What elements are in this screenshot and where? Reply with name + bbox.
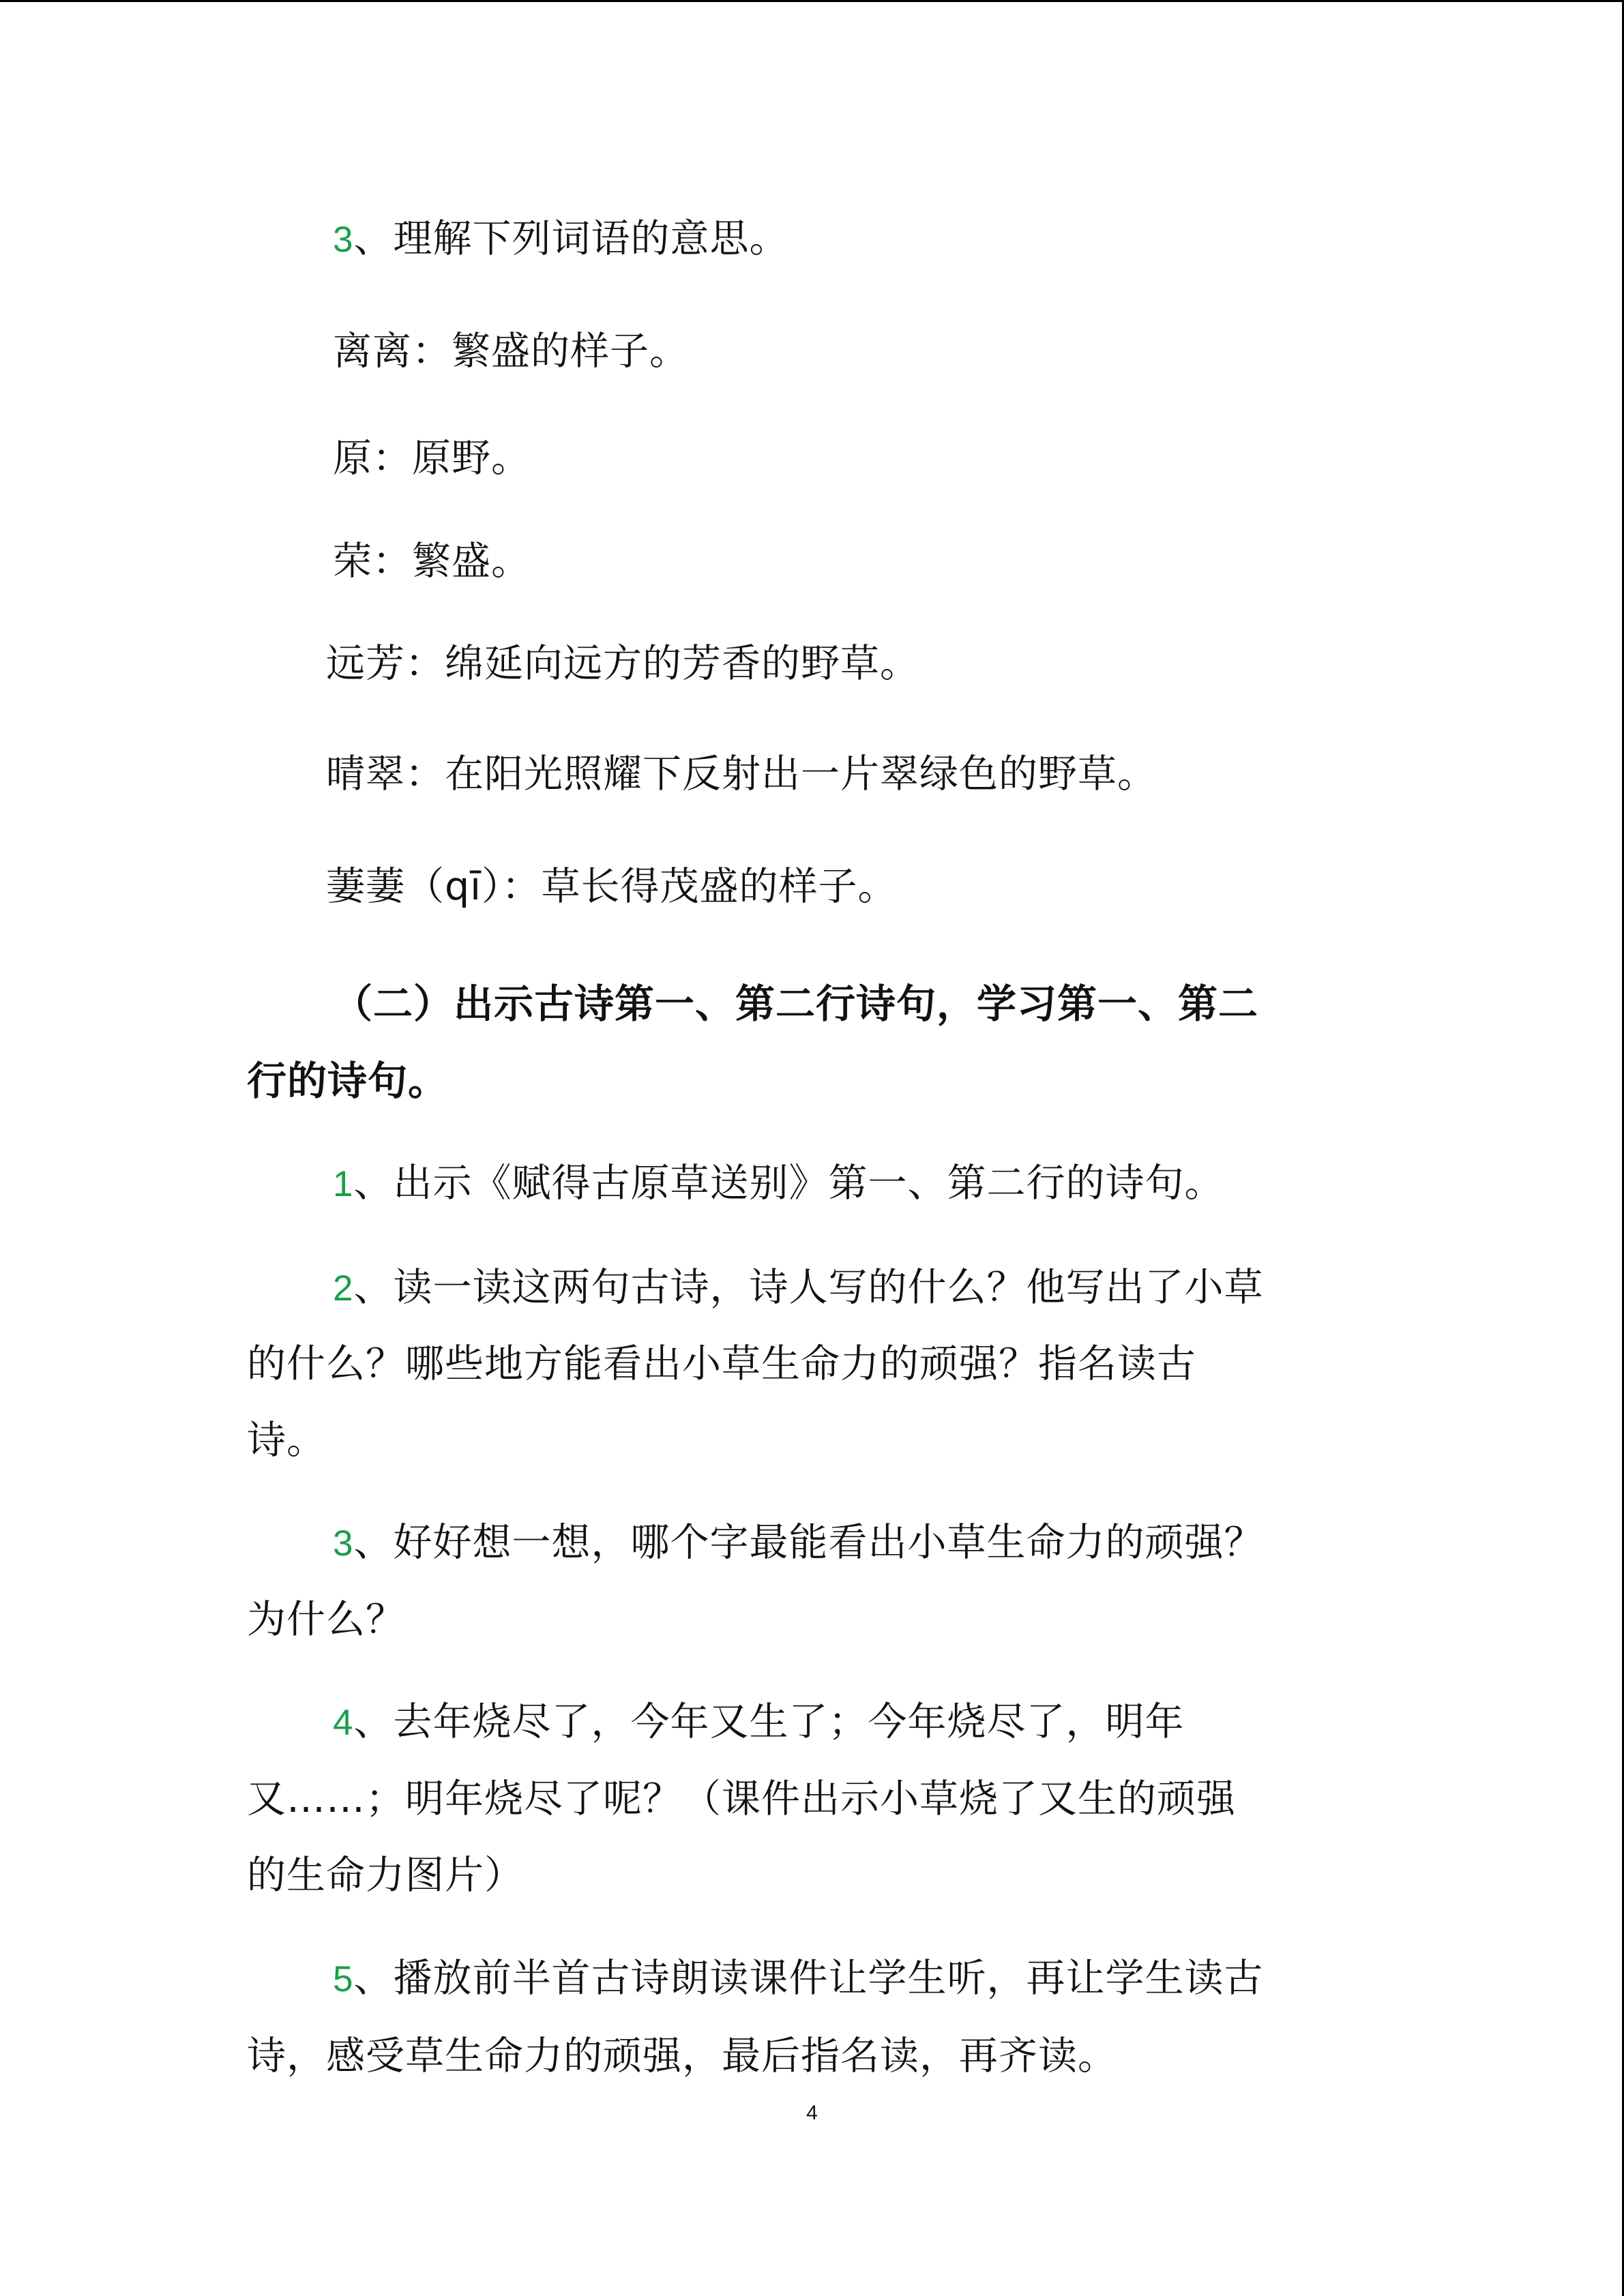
- definition-lili: 离离：繁盛的样子。: [333, 329, 689, 374]
- step-5-text-line-1: 、播放前半首古诗朗读课件让学生听，再让学生读古: [353, 1956, 1264, 2001]
- page-top-border: [0, 0, 1624, 2]
- step-4: [333, 1698, 1184, 1747]
- step-3-number: 3: [333, 1523, 354, 1564]
- step-2-number: 2: [333, 1268, 354, 1309]
- step-3-text-line-1: 、好好想一想，哪个字最能看出小草生命力的顽强？: [353, 1520, 1264, 1565]
- section-heading-line-2: 行的诗句。: [247, 1058, 449, 1104]
- step-2-line-3: 诗。: [247, 1418, 326, 1463]
- definition-yuan: 原：原野。: [333, 436, 531, 481]
- step-3: [333, 1519, 1263, 1568]
- step-4-text-line-1: 、去年烧尽了，今年又生了；今年烧尽了，明年: [353, 1699, 1185, 1744]
- section-3-title: [333, 215, 788, 264]
- section-3-text: 、理解下列词语的意思。: [353, 216, 789, 261]
- step-4-line-2: 又……；明年烧尽了呢？（课件出示小草烧了又生的顽强: [247, 1776, 1236, 1821]
- section-heading-line-1: （二）出示古诗第一、第二行诗句，学习第一、第二: [333, 981, 1259, 1027]
- step-4-line-3: 的生命力图片）: [247, 1853, 524, 1898]
- section-3-number: 3: [333, 220, 354, 260]
- step-3-line-2: 为什么？: [247, 1597, 405, 1642]
- step-5-line-2: 诗，感受草生命力的顽强，最后指名读，再齐读。: [247, 2033, 1117, 2078]
- step-1-text: 、出示《赋得古原草送别》第一、第二行的诗句。: [353, 1161, 1224, 1206]
- definition-qiqi: 萋萋（qī）：草长得茂盛的样子。: [326, 864, 898, 909]
- step-2-text-line-1: 、读一读这两句古诗，诗人写的什么？他写出了小草: [353, 1265, 1264, 1310]
- step-5: [333, 1954, 1263, 2003]
- step-2: [333, 1264, 1263, 1313]
- definition-qingcui: 晴翠：在阳光照耀下反射出一片翠绿色的野草。: [326, 751, 1157, 796]
- step-1-number: 1: [333, 1164, 354, 1204]
- step-2-line-2: 的什么？哪些地方能看出小草生命力的顽强？指名读古: [247, 1341, 1196, 1386]
- definition-rong: 荣：繁盛。: [333, 539, 531, 584]
- definition-yuanfang: 远芳：绵延向远方的芳香的野草。: [326, 641, 919, 686]
- step-1: [333, 1159, 1224, 1208]
- step-4-number: 4: [333, 1703, 354, 1743]
- page-number: 4: [806, 2102, 818, 2124]
- step-5-number: 5: [333, 1959, 354, 1999]
